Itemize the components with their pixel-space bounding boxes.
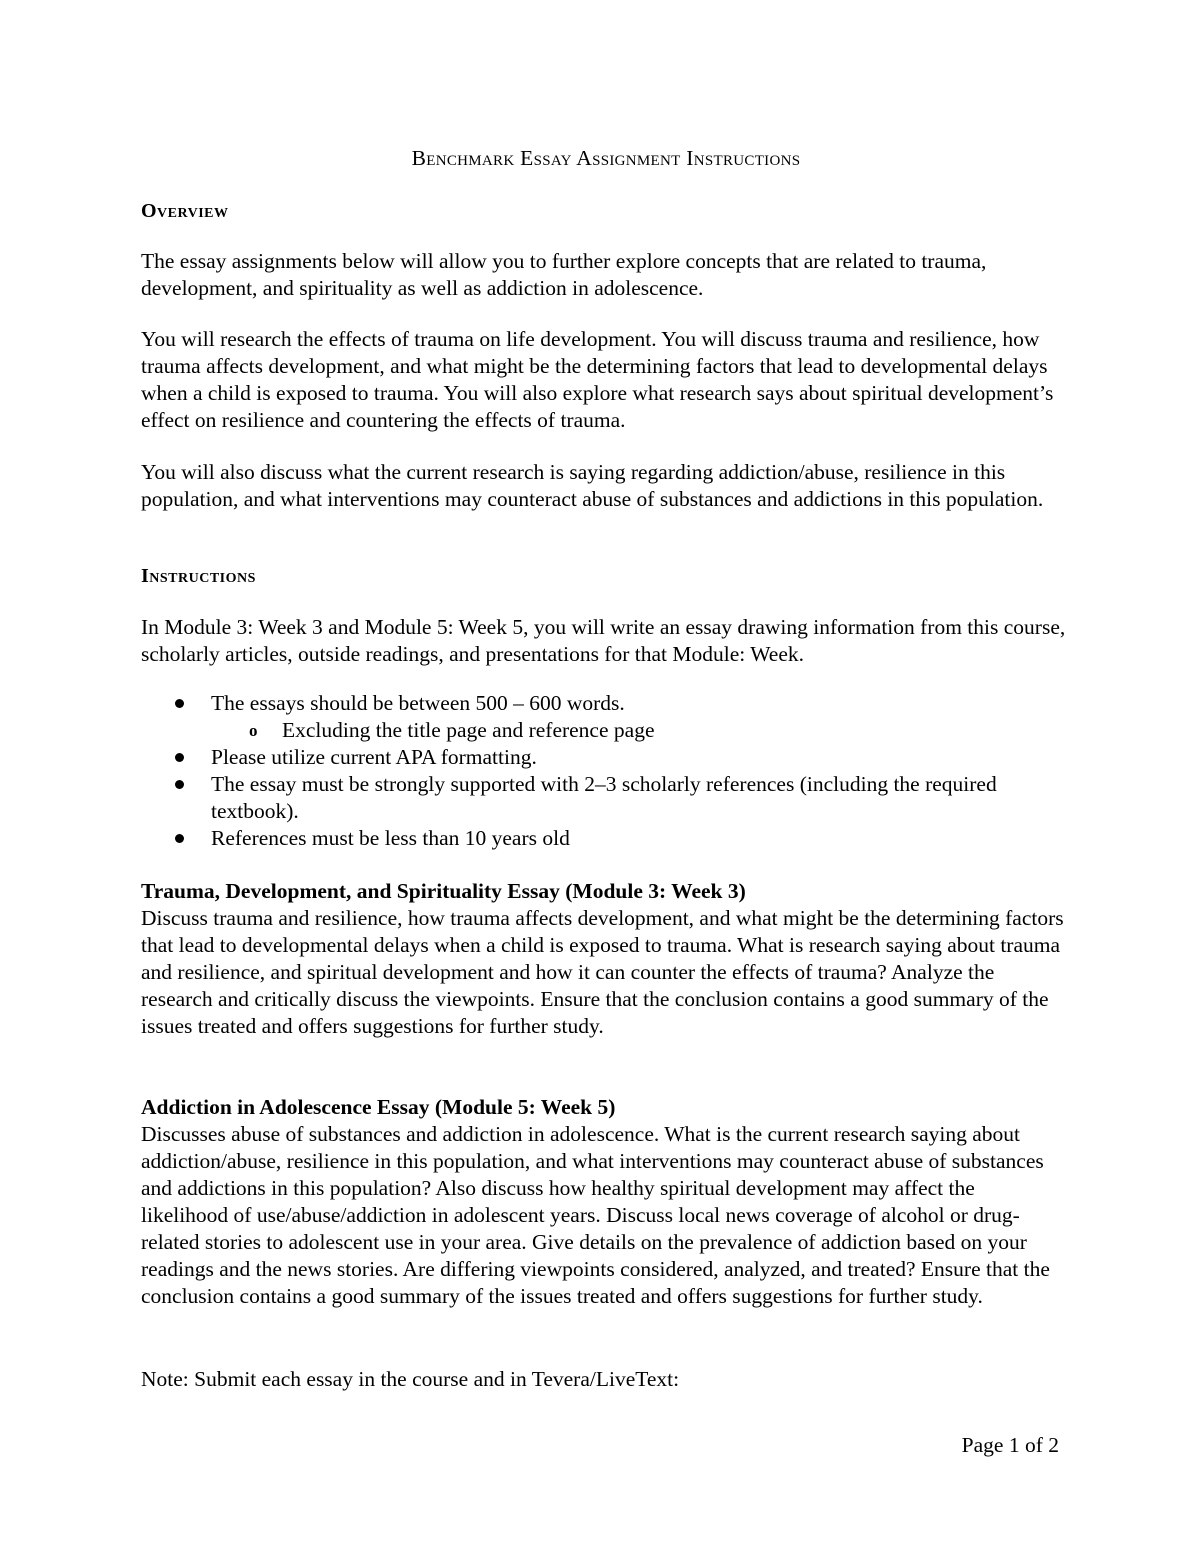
instructions-intro: In Module 3: Week 3 and Module 5: Week 5, you will write an essay drawing information from this course, scholarly articles, outside readings, and presentations for that Module: Week.: [141, 615, 1066, 666]
essay-1-heading: Trauma, Development, and Spirituality Essay (Module 3: Week 3): [141, 879, 746, 903]
list-item: [141, 825, 1066, 852]
list-item-text: The essay must be strongly supported with 2–3 scholarly references (including the required textbook).: [211, 772, 997, 823]
bullet-icon: [175, 834, 184, 843]
list-item-text: References must be less than 10 years old: [211, 826, 570, 850]
list-item: [141, 690, 1066, 717]
overview-paragraph-2: You will research the effects of trauma on life development. You will discuss trauma and resilience, how trauma affects development, and what might be the determining factors that lead to developmental delays when a child is exposed to trauma. You will also explore what research says about spiritual development’s effect on resilience and countering the effects of trauma.: [141, 327, 1054, 432]
overview-paragraph-1: The essay assignments below will allow you to further explore concepts that are related to trauma, development, and spirituality as well as addiction in adolescence.: [141, 249, 987, 300]
bullet-icon: [175, 753, 184, 762]
essay-2-body: Discusses abuse of substances and addiction in adolescence. What is the current research saying about addiction/abuse, resilience in this population, and what interventions may counteract abuse of substances and addictions in this population? Also discuss how healthy spiritual development may affect the likelihood of use/abuse/addiction in adolescent years. Discuss local news coverage of alcohol or drug-related stories to adolescent use in your area. Give details on the prevalence of addiction based on your readings and the news stories. Are differing viewpoints considered, analyzed, and treated? Ensure that the conclusion contains a good summary of the issues treated and offers suggestions for further study.: [141, 1122, 1050, 1308]
overview-heading: Overview: [141, 200, 229, 222]
list-item-text: The essays should be between 500 – 600 words.: [211, 691, 625, 715]
document-title: Benchmark Essay Assignment Instructions: [411, 146, 801, 170]
essay-1-section: [141, 878, 1066, 1040]
requirements-list: [141, 690, 1066, 852]
list-item-text: Please utilize current APA formatting.: [211, 745, 537, 769]
bullet-icon: [175, 699, 184, 708]
essay-2-heading: Addiction in Adolescence Essay (Module 5: Week 5): [141, 1095, 616, 1119]
list-item: [141, 744, 1066, 771]
instructions-heading: Instructions: [141, 565, 256, 587]
page-number: Page 1 of 2: [961, 1433, 1059, 1457]
bullet-icon: [175, 780, 184, 789]
list-item: [141, 717, 1066, 744]
list-item: [141, 771, 1066, 825]
essay-1-body: Discuss trauma and resilience, how trauma affects development, and what might be the determining factors that lead to developmental delays when a child is exposed to trauma. What is research saying about trauma and resilience, and spiritual development and how it can counter the effects of trauma? Analyze the research and critically discuss the viewpoints. Ensure that the conclusion contains a good summary of the issues treated and offers suggestions for further study.: [141, 906, 1064, 1038]
document-page: [141, 0, 1071, 1553]
list-item-text: Excluding the title page and reference page: [282, 718, 655, 742]
sub-bullet-icon: o: [249, 721, 258, 740]
submission-note: Note: Submit each essay in the course and in Tevera/LiveText:: [141, 1367, 680, 1391]
essay-2-section: [141, 1094, 1066, 1310]
overview-paragraph-3: You will also discuss what the current research is saying regarding addiction/abuse, resilience in this population, and what interventions may counteract abuse of substances and addictions in this population.: [141, 460, 1044, 511]
